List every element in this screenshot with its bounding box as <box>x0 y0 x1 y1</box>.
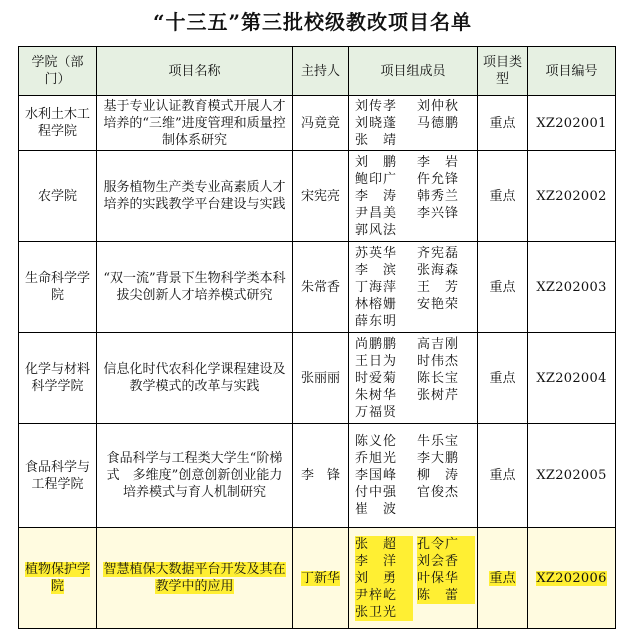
header-code-label: 项目编号 <box>545 63 598 79</box>
cell-code <box>528 424 616 528</box>
member-line <box>355 98 474 115</box>
member-name: 刘晓蓬 <box>355 115 398 131</box>
cell-code <box>528 151 616 242</box>
table-row <box>19 333 616 424</box>
member-name: 李 岩 <box>417 154 460 170</box>
project-text: 基于专业认证教育模式开展人才培养的“三维”进度管理和质量控制体系研究 <box>103 98 286 148</box>
cell-college <box>19 151 97 242</box>
member-name: 时伟杰 <box>417 353 460 369</box>
member-line <box>355 553 474 570</box>
cell-code <box>528 96 616 151</box>
member-name: 王日为 <box>355 353 398 369</box>
member-name: 李 滨 <box>355 262 398 278</box>
member-name: 乔旭光 <box>355 451 398 466</box>
header-type <box>478 47 528 96</box>
member-name: 孔令广 <box>417 536 475 553</box>
project-table <box>18 46 616 629</box>
member-name: 张卫光 <box>355 604 413 621</box>
member-name: 薛东明 <box>355 313 398 329</box>
cell-code <box>528 242 616 333</box>
code-text: XZ202003 <box>536 279 607 295</box>
project-text: “双一流”背景下生物科学类本科拔尖创新人才培养模式研究 <box>103 271 286 303</box>
member-name: 陈义伦 <box>355 434 398 449</box>
type-text: 重点 <box>489 279 516 295</box>
college-text: 农学院 <box>37 188 77 204</box>
header-members-label: 项目组成员 <box>380 63 446 79</box>
member-name: 张海森 <box>417 262 460 278</box>
cell-college <box>19 96 97 151</box>
cell-host <box>293 528 349 629</box>
header-host <box>293 47 349 96</box>
header-project <box>97 47 293 96</box>
member-line <box>355 387 474 404</box>
cell-host <box>293 96 349 151</box>
host-text: 冯竟竟 <box>300 115 340 131</box>
college-text: 化学与材料科学学院 <box>24 362 90 394</box>
cell-type <box>478 151 528 242</box>
cell-college <box>19 333 97 424</box>
cell-members <box>349 528 478 629</box>
page-title: “十三五”第三批校级教改项目名单 <box>152 10 472 34</box>
cell-members <box>349 242 478 333</box>
member-name: 李 涛 <box>355 188 398 204</box>
member-name: 尚鹏鹏 <box>355 336 398 352</box>
member-line <box>355 313 474 330</box>
cell-code <box>528 333 616 424</box>
member-line <box>355 262 474 279</box>
cell-project <box>97 333 293 424</box>
cell-members <box>349 333 478 424</box>
member-name: 苏英华 <box>355 245 398 261</box>
member-line <box>355 188 474 205</box>
member-line <box>355 222 474 239</box>
member-name: 张 超 <box>355 536 413 553</box>
member-line <box>355 353 474 370</box>
member-name: 付中强 <box>355 485 398 500</box>
member-name: 张树芹 <box>417 387 460 403</box>
member-name: 陈 蕾 <box>417 587 475 604</box>
member-name: 郭风法 <box>355 222 398 238</box>
member-name: 时爱菊 <box>355 370 398 386</box>
college-text: 食品科学与工程学院 <box>24 459 90 492</box>
college-text: 水利土木工程学院 <box>24 107 90 139</box>
header-members <box>349 47 478 96</box>
cell-type <box>478 424 528 528</box>
college-text: 生命科学学院 <box>24 271 90 303</box>
member-name: 尹梓屹 <box>355 587 413 604</box>
table-row <box>19 151 616 242</box>
member-line <box>355 205 474 222</box>
member-name: 陈长宝 <box>417 370 460 386</box>
member-name: 刘仲秋 <box>417 98 460 114</box>
cell-project <box>97 96 293 151</box>
project-text: 信息化时代农科化学课程建设及教学模式的改革与实践 <box>103 362 286 394</box>
table-row <box>19 96 616 151</box>
header-college-label: 学院（部门） <box>31 55 84 87</box>
member-name: 仵允锋 <box>417 171 460 187</box>
member-line <box>355 279 474 296</box>
type-text: 重点 <box>489 115 516 131</box>
project-text: 智慧植保大数据平台开发及其在教学中的应用 <box>103 562 286 594</box>
member-name: 鲍印广 <box>355 171 398 187</box>
member-line <box>355 171 474 188</box>
member-name: 尹昌美 <box>355 205 398 221</box>
member-name: 万福贤 <box>355 404 398 420</box>
table-row <box>19 528 616 629</box>
member-name: 朱树华 <box>355 387 398 403</box>
cell-members <box>349 424 478 528</box>
member-name: 韩秀兰 <box>417 188 460 204</box>
cell-host <box>293 151 349 242</box>
member-line <box>355 484 474 501</box>
member-name: 齐宪磊 <box>417 245 460 261</box>
code-text: XZ202006 <box>536 570 607 586</box>
type-text: 重点 <box>489 370 516 386</box>
table-row <box>19 242 616 333</box>
code-text: XZ202002 <box>536 188 607 204</box>
member-line <box>355 336 474 353</box>
member-name: 刘 鹏 <box>355 154 398 170</box>
member-name: 高吉刚 <box>417 336 460 352</box>
host-text: 李 锋 <box>300 468 340 483</box>
member-line <box>355 433 474 450</box>
project-text: 服务植物生产类专业高素质人才培养的实践教学平台建设与实践 <box>103 180 286 212</box>
cell-host <box>293 424 349 528</box>
host-text: 丁新华 <box>300 570 340 586</box>
header-college <box>19 47 97 96</box>
cell-project <box>97 528 293 629</box>
cell-college <box>19 528 97 629</box>
member-line <box>355 245 474 262</box>
college-text: 植物保护学院 <box>24 562 90 594</box>
cell-type <box>478 242 528 333</box>
member-line <box>355 296 474 313</box>
member-name: 官俊杰 <box>417 485 460 500</box>
member-line <box>355 154 474 171</box>
member-name: 张 靖 <box>355 132 398 148</box>
member-line <box>355 132 474 149</box>
member-name: 李 洋 <box>355 553 413 570</box>
member-name: 丁海萍 <box>355 279 398 295</box>
member-name: 林榕姗 <box>355 296 398 312</box>
cell-members <box>349 151 478 242</box>
member-name: 李大鹏 <box>417 451 460 466</box>
type-text: 重点 <box>489 570 516 586</box>
cell-college <box>19 242 97 333</box>
cell-host <box>293 333 349 424</box>
member-name: 崔 波 <box>355 502 398 517</box>
member-line <box>355 370 474 387</box>
header-project-label: 项目名称 <box>168 63 221 79</box>
cell-type <box>478 528 528 629</box>
member-line <box>355 604 474 621</box>
cell-type <box>478 333 528 424</box>
cell-project <box>97 424 293 528</box>
code-text: XZ202001 <box>536 115 607 131</box>
member-line <box>355 587 474 604</box>
code-text: XZ202005 <box>536 468 607 483</box>
member-line <box>355 404 474 421</box>
member-line <box>355 570 474 587</box>
table-row <box>19 424 616 528</box>
cell-type <box>478 96 528 151</box>
member-name: 李兴锋 <box>417 205 460 221</box>
code-text: XZ202004 <box>536 370 607 386</box>
header-type-label: 项目类型 <box>482 55 522 87</box>
cell-project <box>97 242 293 333</box>
member-name: 李国峰 <box>355 468 398 483</box>
member-name: 王 芳 <box>417 279 460 295</box>
host-text: 张丽丽 <box>300 370 340 386</box>
host-text: 宋宪亮 <box>300 188 340 204</box>
header-host-label: 主持人 <box>300 63 340 79</box>
member-name: 刘传孝 <box>355 98 398 114</box>
type-text: 重点 <box>489 188 516 204</box>
project-text: 食品科学与工程类大学生“阶梯式 多维度”创意创新创业能力培养模式与育人机制研究 <box>106 451 283 500</box>
member-line <box>355 450 474 467</box>
member-line <box>355 501 474 518</box>
type-text: 重点 <box>489 468 516 483</box>
member-line <box>355 115 474 132</box>
host-text: 朱常香 <box>300 279 340 295</box>
cell-project <box>97 151 293 242</box>
member-name: 牛乐宝 <box>417 434 460 449</box>
header-code <box>528 47 616 96</box>
member-name: 安艳荣 <box>417 296 460 312</box>
cell-college <box>19 424 97 528</box>
member-name: 马德鹏 <box>417 115 460 131</box>
cell-code <box>528 528 616 629</box>
member-name: 刘会香 <box>417 553 475 570</box>
member-name: 叶保华 <box>417 570 475 587</box>
member-name: 刘 勇 <box>355 570 413 587</box>
table-header-row <box>19 47 616 96</box>
member-name: 柳 涛 <box>417 468 460 483</box>
member-line <box>355 536 474 553</box>
cell-host <box>293 242 349 333</box>
cell-members <box>349 96 478 151</box>
member-line <box>355 467 474 484</box>
